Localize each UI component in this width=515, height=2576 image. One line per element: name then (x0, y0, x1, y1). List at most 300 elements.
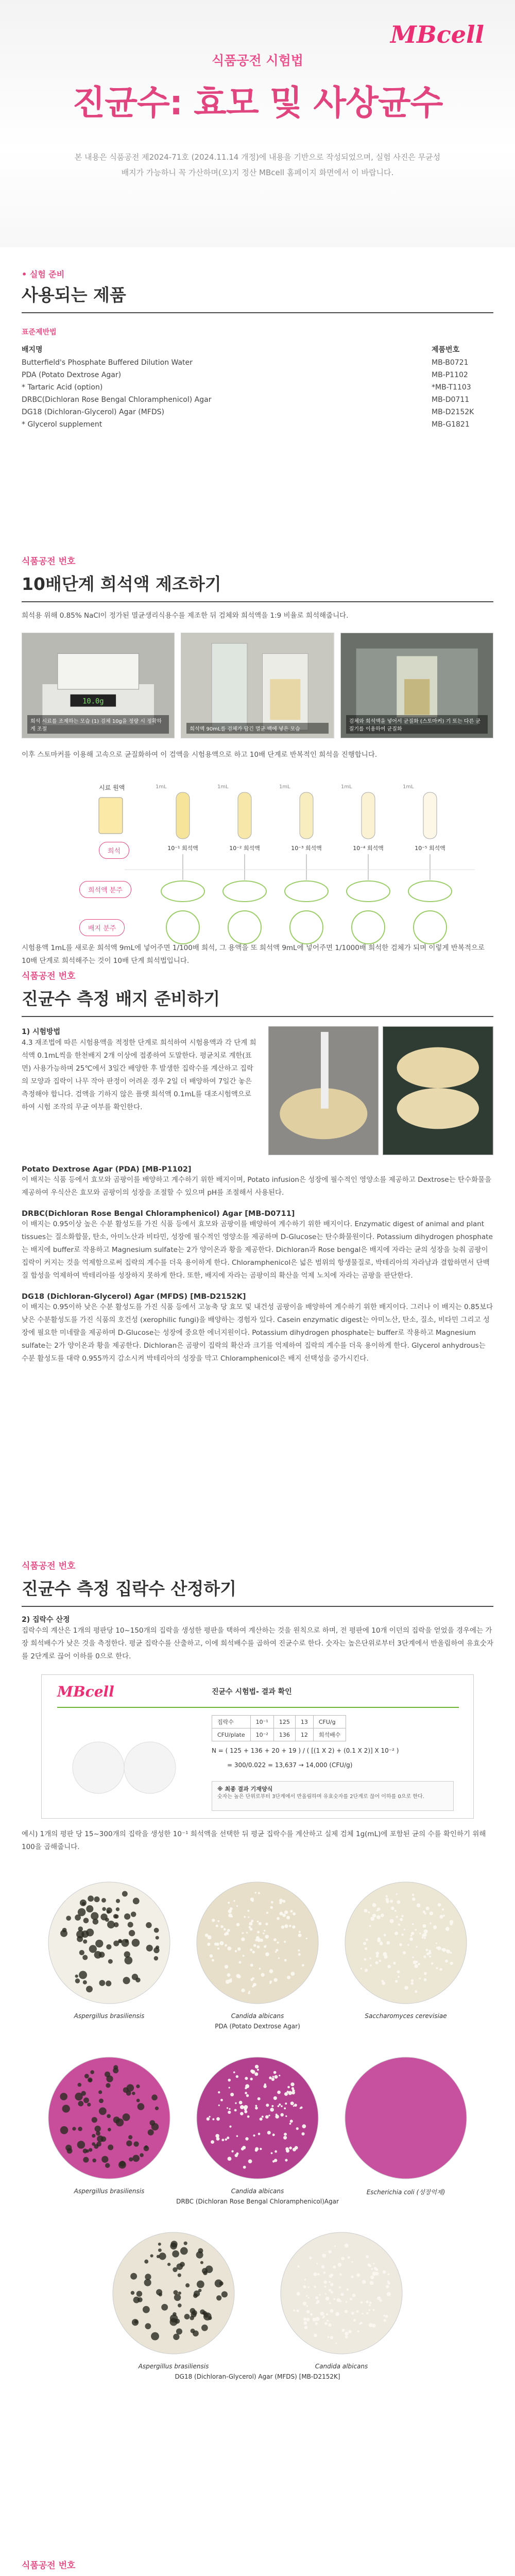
colony (236, 1923, 240, 1926)
colony (383, 1952, 387, 1956)
colony (308, 2297, 310, 2298)
colony (369, 2301, 372, 2304)
colony (244, 2110, 247, 2113)
colony (423, 1955, 426, 1958)
colony (360, 1968, 362, 1970)
colony (87, 2103, 91, 2106)
colony (167, 2263, 170, 2266)
colony (282, 1900, 285, 1903)
colony (265, 1923, 268, 1925)
colony (386, 1941, 390, 1945)
colony (366, 2312, 368, 2314)
colony (436, 1942, 437, 1944)
colony (328, 2324, 331, 2327)
tube-label: 10⁻² 희석액 (229, 845, 260, 852)
colony (140, 2153, 144, 2157)
colony (114, 1922, 119, 1927)
colony (279, 2104, 281, 2106)
colony (83, 2148, 88, 2153)
colony (249, 1991, 250, 1992)
colony (323, 2315, 325, 2317)
materials-tag: 표준제반법 (22, 328, 57, 336)
dilution-plate (347, 881, 390, 902)
colony (249, 1922, 252, 1926)
colony (262, 2116, 264, 2118)
colony (339, 2286, 341, 2289)
colony (263, 1933, 264, 1934)
group-label: DRBC (Dichloran Rose Bengal Chloramphenicol)Agar (176, 2198, 339, 2205)
colony (412, 1923, 414, 1925)
colony (225, 1965, 228, 1969)
colony (226, 1931, 229, 1935)
step-label: 1) 시험방법 (22, 1028, 61, 1036)
colony (381, 1941, 382, 1943)
tube-label: 10⁻³ 희석액 (291, 845, 322, 852)
colony (307, 2286, 310, 2289)
colony (132, 2092, 135, 2095)
calc-cell: 10⁻² (250, 1728, 273, 1741)
plate-label: Aspergillus brasiliensis (74, 2188, 145, 2195)
calc-cell: CFU/g (313, 1716, 346, 1728)
colony (366, 2255, 369, 2258)
colony (129, 1930, 135, 1936)
materials-row (22, 394, 493, 406)
colony (315, 2296, 318, 2299)
colony (397, 1970, 400, 1973)
colony (369, 1925, 371, 1927)
colony (247, 1910, 249, 1912)
calc-note (212, 1781, 454, 1811)
colony (77, 2141, 85, 2148)
report-section (22, 2558, 493, 2576)
tube-label: 10⁻⁵ 희석액 (415, 845, 445, 852)
colony (266, 2104, 269, 2107)
colony (122, 1891, 128, 1896)
divider (57, 1707, 459, 1708)
colony (266, 1952, 268, 1954)
colony (436, 1967, 438, 1969)
colony (83, 1918, 89, 1923)
colony (67, 2148, 73, 2154)
plate-image (45, 1878, 174, 2007)
dilution-diagram (22, 777, 493, 947)
colony (300, 2107, 302, 2109)
colony (443, 1914, 445, 1917)
colony (239, 2101, 243, 2105)
colony (290, 2120, 293, 2123)
colony (251, 1900, 253, 1902)
colony (264, 1945, 266, 1948)
colony (370, 1964, 372, 1967)
svg-text:10.0g: 10.0g (82, 697, 104, 706)
material-name: * Tartaric Acid (option) (22, 383, 103, 392)
colony (236, 1905, 238, 1907)
colony (267, 2131, 271, 2134)
colony (81, 1930, 89, 1938)
colony (314, 2286, 316, 2289)
colony (362, 2313, 363, 2314)
colony (243, 2166, 246, 2169)
colony (387, 1965, 391, 1969)
colony (258, 1892, 260, 1894)
colony (274, 2075, 278, 2079)
material-name: PDA (Potato Dextrose Agar) (22, 371, 122, 379)
colony (97, 2136, 104, 2142)
colony (298, 1953, 301, 1956)
colony (396, 1893, 398, 1895)
dilution-pill: 희석 (99, 842, 129, 859)
colony (330, 2309, 334, 2313)
dilution-tube (300, 792, 313, 839)
calc-cell: 12 (295, 1728, 313, 1741)
dilution-section (22, 554, 493, 968)
colony (315, 2322, 318, 2325)
plate-label: Candida albicans (231, 2188, 284, 2195)
colony (123, 2113, 130, 2121)
colony (83, 1939, 87, 1943)
colony (258, 2097, 261, 2100)
colony (292, 2089, 295, 2092)
mbcell-logo[interactable]: MBcell (390, 21, 484, 48)
material-name: Butterfield's Phosphate Buffered Dilution Water (22, 359, 193, 367)
colony (194, 2291, 200, 2297)
colony (154, 1928, 159, 1933)
colony (125, 1956, 133, 1964)
colony (247, 2115, 250, 2118)
colony (235, 1950, 237, 1952)
colony (108, 2145, 113, 2150)
colony (424, 1929, 428, 1934)
colony (212, 1959, 214, 1961)
colony (216, 2117, 220, 2121)
colony (75, 1978, 80, 1984)
colony (150, 2254, 153, 2257)
colony (90, 2070, 94, 2074)
colony (329, 2302, 331, 2304)
colony (348, 2330, 351, 2333)
colony (271, 2105, 273, 2107)
colony (411, 1932, 414, 1935)
colony (385, 2315, 388, 2318)
colony (255, 2147, 259, 2151)
colony (226, 1980, 230, 1984)
colony (390, 1900, 393, 1903)
colony (241, 1937, 245, 1941)
colony (290, 1972, 295, 1976)
colony (96, 2142, 101, 2147)
photo-caption: 검체와 희석액을 넣어서 균질화 (스토마커) 기 또는 다른 균질기를 이용하여 균질화 (346, 715, 488, 734)
colony (225, 1944, 227, 1947)
material-code: MB-B0721 (432, 359, 469, 367)
colony (402, 1934, 404, 1936)
colony (78, 2127, 82, 2131)
calc-title: 진균수 시험법- 결과 확인 (212, 1688, 292, 1696)
colony (286, 2091, 288, 2093)
colony (89, 1945, 97, 1953)
colony (123, 1977, 130, 1984)
colony (172, 2250, 179, 2258)
colony (353, 2319, 356, 2321)
colony (128, 1922, 133, 1927)
plate-label: Candida albicans (315, 2363, 368, 2370)
colony (227, 2107, 228, 2109)
colony (360, 2301, 363, 2304)
calc-result: = 300/0.022 = 13,637 → 14,000 (CFU/g) (227, 1761, 353, 1769)
colony (208, 2316, 212, 2320)
colony (348, 2256, 350, 2259)
colony (159, 2252, 166, 2260)
colony (258, 2133, 261, 2136)
colony (108, 1959, 113, 1964)
colony (158, 2243, 161, 2246)
colony (375, 2272, 379, 2276)
colony (208, 1935, 212, 1939)
colony (362, 2280, 366, 2283)
colony (218, 1920, 220, 1922)
calc-logo: MBcell (57, 1683, 114, 1700)
colony (366, 1939, 368, 1941)
colony (185, 2283, 190, 2287)
colony (285, 2115, 287, 2117)
colony (366, 2300, 368, 2303)
colony (83, 2097, 89, 2103)
colony (383, 2315, 385, 2316)
colony (415, 1990, 417, 1993)
method-text (22, 1026, 258, 1155)
colony (437, 1946, 441, 1951)
colony (100, 1913, 107, 1920)
colony (219, 2281, 223, 2285)
plate-label: Aspergillus brasiliensis (74, 2012, 145, 2020)
calc-illustration (62, 1721, 186, 1809)
colony (257, 1921, 259, 1923)
section2-body3: 시험용액 1mL를 새로운 희석액 9mL에 넣어주면 1/100배 희석, 그 용액을 또 희석액 9mL에 넣어주면 1/1000배 희석한 검체가 되며 이렇게 반복적으로 10배 단계로 희석해주는 것이 10배 단계 희석법입니다. (22, 944, 485, 965)
transfer-label: 1mL (156, 784, 167, 790)
colony (309, 2257, 312, 2259)
colony (391, 1907, 394, 1910)
colony (426, 1952, 430, 1955)
colony (229, 2087, 230, 2089)
plate-label: Candida albicans (231, 2012, 284, 2020)
colony (370, 2276, 374, 2279)
colony (407, 1944, 409, 1945)
colony (149, 2120, 155, 2126)
colony (394, 1910, 397, 1912)
colony (248, 1992, 250, 1994)
colony (216, 1925, 218, 1927)
plate-label: Saccharomyces cerevisiae (365, 2012, 447, 2020)
colony (228, 2079, 231, 2082)
colony (106, 1944, 111, 1950)
colony (132, 1974, 138, 1980)
colony (250, 2070, 254, 2073)
colony (345, 2310, 348, 2313)
colony (240, 2105, 244, 2109)
colony (86, 1986, 93, 1992)
colony (133, 2141, 139, 2146)
culture-plate (228, 911, 261, 944)
colony (360, 2322, 363, 2325)
colony (395, 1980, 398, 1983)
colony (75, 1975, 78, 1978)
colony (329, 2250, 332, 2253)
plate-dg18-candida (277, 2229, 406, 2370)
colony (113, 1914, 118, 1919)
colony (404, 1929, 405, 1930)
colony (430, 1911, 434, 1916)
colony (123, 2087, 129, 2093)
colony (418, 1963, 420, 1965)
colony (388, 2273, 390, 2275)
colony (284, 1910, 288, 1914)
col-code: 제품번호 (432, 346, 460, 354)
colony (98, 2090, 102, 2094)
colony (158, 2248, 162, 2252)
colony (428, 1950, 431, 1953)
colony (281, 1925, 284, 1928)
calc-cell: 희석배수 (313, 1728, 346, 1741)
colony (316, 2263, 318, 2264)
colony (399, 1943, 402, 1946)
colony (79, 1950, 84, 1955)
colony (324, 2280, 327, 2283)
colony (268, 2114, 270, 2116)
colony (317, 2273, 320, 2276)
colony (345, 2332, 348, 2335)
colony (133, 2297, 140, 2303)
colony (105, 2163, 110, 2167)
colony (102, 1907, 106, 1911)
colony (170, 2318, 178, 2326)
colony (345, 2244, 349, 2248)
colony (216, 1943, 219, 1946)
colony (116, 1899, 120, 1903)
colony (346, 2301, 347, 2302)
materials-table (22, 342, 493, 431)
colony (82, 1902, 85, 1906)
colony (246, 1932, 248, 1934)
colony (351, 2275, 353, 2278)
colony (78, 2101, 83, 2107)
tube-label: 10⁻⁴ 희석액 (353, 845, 384, 852)
colony (274, 2159, 277, 2162)
colony (66, 1916, 71, 1921)
colony (272, 2133, 275, 2136)
divider (22, 1016, 493, 1017)
colony (101, 1898, 106, 1903)
colony (330, 2336, 333, 2339)
colony (246, 2094, 249, 2097)
dilution-plate (408, 881, 452, 902)
colony (401, 1915, 404, 1918)
colony (293, 2310, 295, 2312)
colony (238, 1961, 241, 1963)
colony (281, 2105, 283, 2107)
dilution-plate (223, 881, 266, 902)
section2-body: 희석용 위해 0.85% NaCl이 정가된 멸균생리식용수를 제조한 뒤 검체와 희석액을 1:9 비율로 희석해줍니다. (22, 612, 349, 620)
colony (60, 2126, 68, 2134)
method-row (22, 1026, 493, 1155)
colony (254, 1892, 256, 1894)
materials-row (22, 406, 493, 418)
colony (287, 1976, 290, 1979)
colony (159, 2293, 162, 2296)
colony (290, 2082, 294, 2086)
colony (227, 1929, 230, 1932)
colony (207, 1943, 210, 1946)
section2-body2: 이후 스토마커를 이용해 고속으로 균질화하여 이 검액을 시험용액으로 하고 10배 단계로 반복적인 희석을 진행합니다. (22, 751, 377, 759)
colony (325, 2297, 329, 2300)
colony (146, 1922, 152, 1928)
colony (173, 2312, 176, 2316)
colony (319, 2294, 321, 2296)
colony (304, 2321, 307, 2325)
colony (237, 1975, 241, 1978)
colony (357, 2330, 359, 2332)
colony (96, 2131, 100, 2136)
colony (184, 2242, 187, 2245)
plate-image (341, 2054, 470, 2182)
colony (295, 2146, 298, 2149)
colony (371, 2268, 373, 2270)
colony (412, 1957, 414, 1958)
colony (250, 1964, 253, 1967)
colony (131, 2291, 134, 2295)
plate-drbc-ecoli (341, 2054, 470, 2196)
colony (450, 1962, 453, 1965)
colony (257, 1931, 260, 1934)
colony (306, 2310, 310, 2313)
plate-label: Aspergillus brasiliensis (138, 2363, 209, 2370)
colony (423, 1910, 425, 1913)
materials-row (22, 418, 493, 431)
section4-body2: 예시) 1개의 평판 당 15~300개의 집락을 생성한 10⁻¹ 희석액을 선택한 뒤 평균 집락수를 계산하고 실제 검체 1g(mL)에 포함된 균의 수를 확인하기 위해 100을 곱해줍니다. (22, 1830, 486, 1851)
photo-row (22, 633, 493, 738)
colony (379, 1960, 382, 1962)
colony (297, 2292, 300, 2296)
hero-header (0, 0, 515, 247)
colony (400, 1918, 403, 1921)
colony (411, 1982, 414, 1985)
colony (94, 1896, 99, 1902)
colony (383, 2270, 386, 2274)
colony (229, 2108, 230, 2110)
colony (235, 2154, 238, 2157)
colony (132, 2319, 139, 2326)
colony (350, 2298, 352, 2300)
colony (220, 2099, 223, 2102)
colony (365, 1947, 367, 1950)
colony (298, 1950, 300, 1952)
colony (439, 1968, 442, 1971)
colony (333, 2265, 336, 2268)
colony (242, 2146, 246, 2149)
colony (77, 1936, 83, 1942)
colony (124, 1913, 130, 1920)
colony (286, 2149, 289, 2153)
colony (173, 2290, 178, 2295)
colony (321, 2265, 325, 2268)
colony (289, 2123, 291, 2125)
colony (306, 1938, 307, 1939)
material-code: MB-D0711 (432, 396, 470, 404)
colony (261, 1973, 265, 1977)
colony (259, 1968, 261, 1970)
colony (228, 1902, 230, 1904)
colony (145, 2323, 151, 2329)
colony (386, 1898, 389, 1901)
colony (263, 2085, 266, 2088)
